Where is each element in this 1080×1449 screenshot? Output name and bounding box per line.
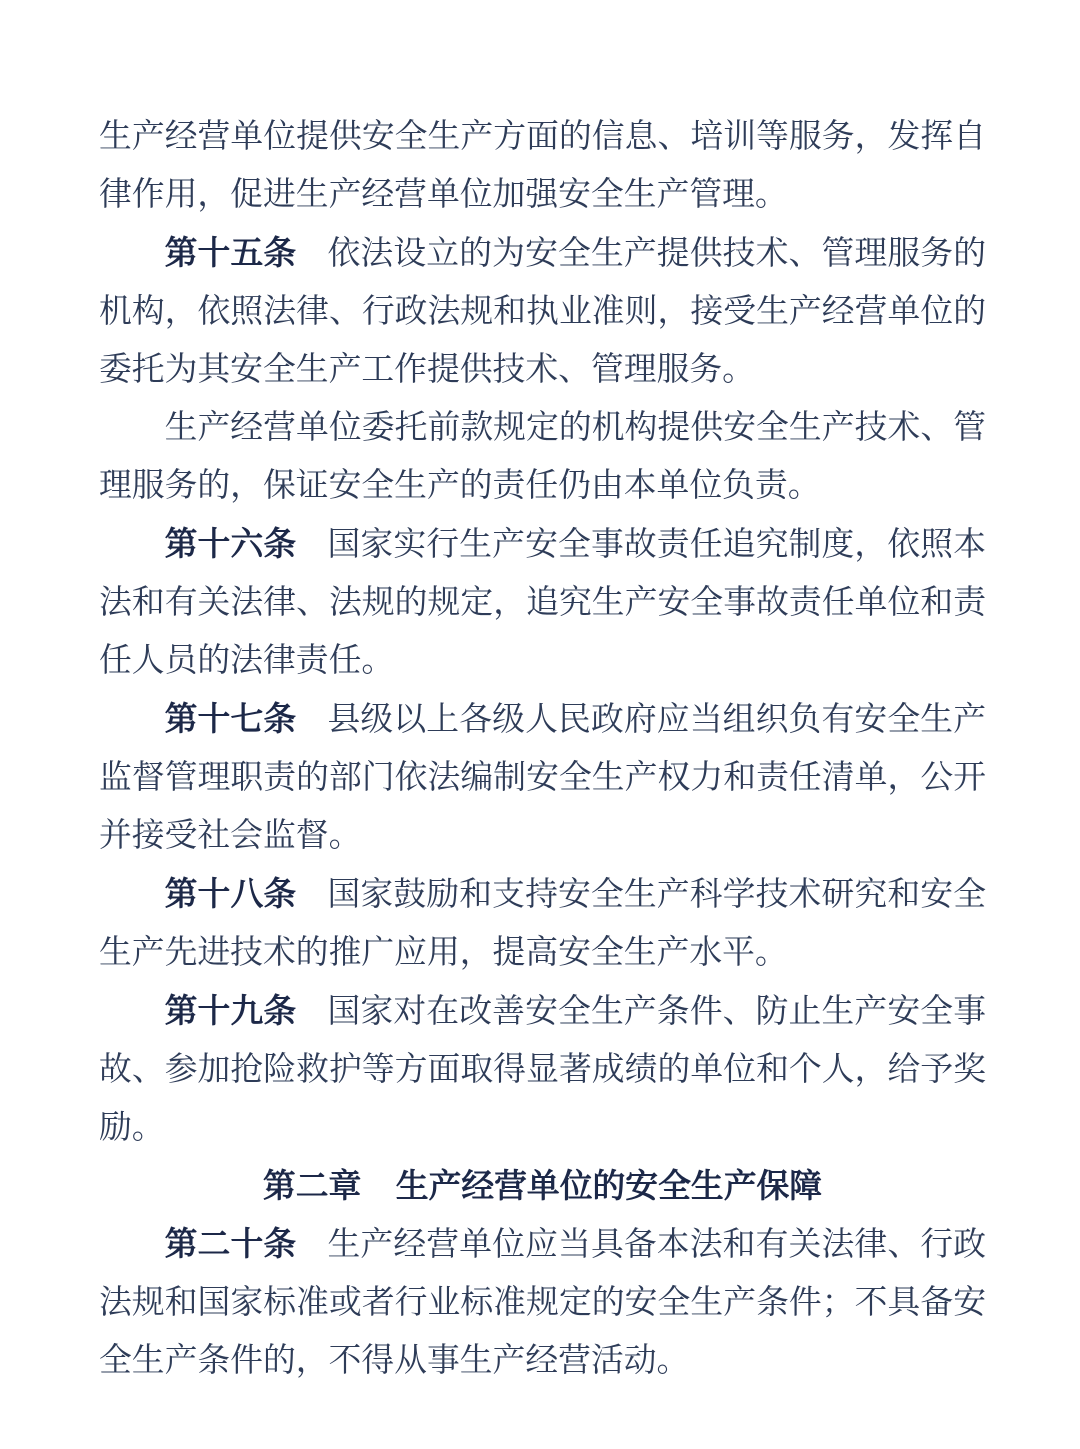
paragraph-text: 国家实行生产安全事故责任追究制度，依照本法和有关法律、法规的规定，追究生产安全事故责任单位和责任人员的法律责任。 xyxy=(99,527,987,679)
paragraph-text: 生产经营单位应当具备本法和有关法律、行政法规和国家标准或者行业标准规定的安全生产条件；不具备安全生产条件的，不得从事生产经营活动。 xyxy=(99,1227,987,1379)
article-number: 第十六条 xyxy=(164,525,297,562)
paragraph-text: 生产经营单位委托前款规定的机构提供安全生产技术、管理服务的，保证安全生产的责任仍由本单位负责。 xyxy=(99,410,986,504)
body-paragraph xyxy=(99,108,986,224)
paragraph-text: 县级以上各级人民政府应当组织负有安全生产监督管理职责的部门依法编制安全生产权力和责任清单，公开并接受社会监督。 xyxy=(99,702,987,854)
paragraph-text: 国家鼓励和支持安全生产科学技术研究和安全生产先进技术的推广应用，提高安全生产水平。 xyxy=(99,877,987,971)
article-number: 第十七条 xyxy=(164,700,297,737)
article-number: 第十八条 xyxy=(164,875,297,912)
chapter-title: 生产经营单位的安全生产保障 xyxy=(395,1167,823,1204)
paragraph-text: 生产经营单位提供安全生产方面的信息、培训等服务，发挥自律作用，促进生产经营单位加强安全生产管理。 xyxy=(99,119,986,213)
chapter-number: 第二章 xyxy=(262,1167,362,1204)
paragraph-text: 国家对在改善安全生产条件、防止生产安全事故、参加抢险救护等方面取得显著成绩的单位和个人，给予奖励。 xyxy=(99,994,987,1146)
body-paragraph xyxy=(99,399,986,515)
article-number: 第二十条 xyxy=(164,1225,297,1262)
article-paragraph xyxy=(99,690,986,865)
article-paragraph xyxy=(99,865,986,982)
document-body xyxy=(99,108,986,1390)
chapter-heading xyxy=(99,1157,986,1215)
article-number: 第十五条 xyxy=(164,234,297,271)
article-paragraph xyxy=(99,224,986,399)
article-paragraph xyxy=(99,982,986,1157)
article-paragraph xyxy=(99,1215,986,1390)
article-number: 第十九条 xyxy=(164,992,297,1029)
paragraph-text: 依法设立的为安全生产提供技术、管理服务的机构，依照法律、行政法规和执业准则，接受生产经营单位的委托为其安全生产工作提供技术、管理服务。 xyxy=(99,236,987,388)
article-paragraph xyxy=(99,515,986,690)
